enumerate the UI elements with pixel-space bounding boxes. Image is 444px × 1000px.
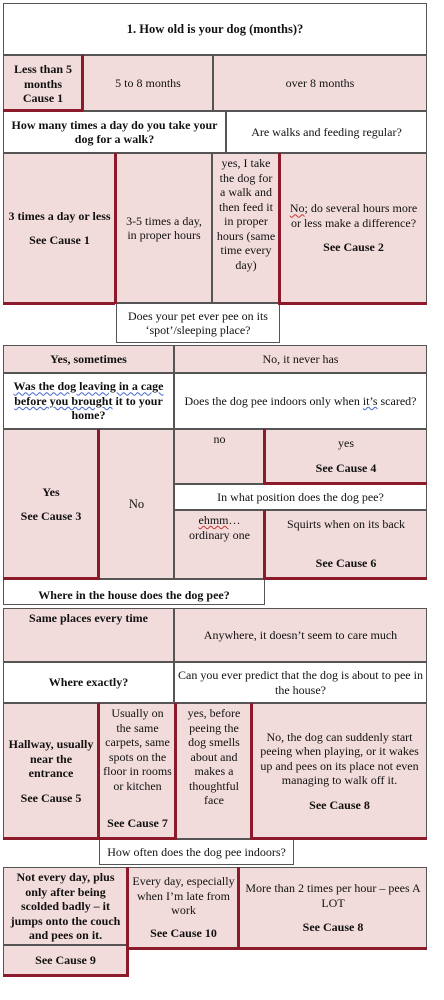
age-under-5-cell — [3, 55, 83, 111]
often-more2-cell — [239, 867, 427, 949]
spot-no-never-cell: No, it never has — [174, 345, 427, 373]
walks-3-or-less-cell — [3, 153, 116, 303]
where-hallway-label: Hallway, usually near the entrance — [8, 737, 94, 780]
often-scolded-cause-cell: See Cause 9 — [3, 945, 128, 975]
cage-question-text — [7, 379, 170, 423]
where-question: Where in the house does the dog pee? — [3, 579, 265, 605]
path-line — [99, 837, 176, 840]
scared-yes-cell — [265, 429, 427, 484]
path-line — [3, 837, 99, 840]
position-back-cell — [265, 510, 427, 579]
cage-yes-cause: See Cause 3 — [20, 509, 82, 523]
path-line — [3, 109, 83, 112]
path-line — [250, 703, 253, 840]
walks-3-or-less-label: 3 times a day or less — [8, 208, 111, 223]
predict-no-sudden-cause: See Cause 8 — [309, 797, 370, 812]
walks-3-to-5-cell: 3-5 times a day, in proper hours — [116, 153, 212, 303]
where-hallway-cause: See Cause 5 — [20, 790, 82, 805]
where-carpets-label: Usually on the same carpets, same spots on the floor in rooms or kitchen — [103, 706, 172, 793]
position-ordinary-word: ehmm — [198, 513, 229, 527]
position-back-cause: See Cause 6 — [315, 555, 377, 570]
where-carpets-cell — [99, 703, 176, 839]
path-line — [278, 302, 427, 305]
cage-question-part1: Was the dog leaving in a cage before you brought — [13, 379, 164, 408]
scared-yes-label: yes — [338, 436, 354, 450]
often-more2-cause: See Cause 8 — [302, 920, 364, 935]
path-line — [250, 837, 427, 840]
often-late-label: Every day, especially when I’m late from work — [132, 874, 235, 917]
where-hallway-cell — [3, 703, 99, 839]
predict-yes-smells-cell: yes, before peeing the dog smells about and makes a thoughtful face — [176, 703, 252, 839]
scared-question-part1: Does the dog pee indoors only when — [184, 393, 363, 408]
scared-yes-cause: See Cause 4 — [315, 460, 377, 475]
walks-regular-yes-cell: yes, I take the dog for a walk and then feed it in proper hours (same time every day) — [212, 153, 280, 303]
path-line — [174, 703, 177, 840]
q1-title: 1. How old is your dog (months)? — [3, 3, 427, 55]
cage-question-part2: it to your home? — [71, 393, 163, 423]
scared-no-cell: no — [174, 429, 265, 484]
often-more2-label: More than 2 times per hour – pees A LOT — [245, 881, 421, 910]
path-line — [97, 429, 100, 580]
age-under-5-cause: Cause 1 — [22, 91, 64, 105]
where-exactly-question: Where exactly? — [3, 662, 174, 703]
age-under-5-label: Less than 5 months — [13, 62, 72, 91]
scared-question-word: it’s — [362, 393, 378, 408]
path-line — [128, 947, 239, 950]
path-line — [114, 153, 117, 304]
path-line — [3, 974, 129, 977]
walks-regular-no-cell — [280, 153, 427, 303]
walks-regular-no-label — [284, 201, 423, 230]
spot-yes-sometimes-cell: Yes, sometimes — [3, 345, 174, 373]
predict-question: Can you ever predict that the dog is about to pee in the house? — [174, 662, 427, 703]
walks-3-or-less-cause: See Cause 1 — [29, 233, 90, 247]
position-back-label: Squirts when on its back — [287, 517, 405, 531]
predict-no-sudden-label: No, the dog can suddenly start peeing when playing, or it wakes up and pees on its place not even managing to walk off it. — [260, 729, 419, 788]
position-question: In what position does the dog pee? — [174, 484, 427, 510]
often-late-cell — [128, 867, 239, 949]
walks-regular-no-word: No — [289, 201, 305, 216]
often-late-cause: See Cause 10 — [150, 925, 217, 940]
age-over-8-cell: over 8 months — [213, 55, 427, 111]
path-line — [263, 429, 266, 485]
where-same-places-cell: Same places every time — [3, 608, 174, 662]
cage-yes-label: Yes — [42, 484, 60, 499]
path-line — [3, 577, 99, 580]
age-5-to-8-cell: 5 to 8 months — [83, 55, 213, 111]
predict-no-sudden-cell — [252, 703, 427, 839]
walks-regular-no-rest: ; do several hours more or less make a difference? — [290, 201, 418, 230]
position-ordinary-cell — [174, 510, 265, 579]
how-often-question: How often does the dog pee indoors? — [99, 839, 294, 865]
walks-per-day-question: How many times a day do you take your dog for a walk? — [3, 111, 226, 153]
path-line — [97, 703, 100, 840]
path-line — [278, 153, 281, 304]
scared-question-part2: scared? — [377, 393, 417, 408]
spot-question: Does your pet ever pee on its ‘spot’/sleeping place? — [116, 303, 280, 343]
path-line — [237, 947, 427, 950]
often-scolded-cell: Not every day, plus only after being scolded badly – it jumps onto the couch and pees on it. — [3, 867, 128, 945]
path-line — [263, 510, 266, 580]
path-line — [81, 55, 84, 111]
path-line — [263, 482, 427, 485]
scared-question-text — [185, 394, 417, 409]
where-carpets-cause: See Cause 7 — [107, 815, 168, 830]
path-line — [3, 302, 115, 305]
where-anywhere-cell: Anywhere, it doesn’t seem to care much — [174, 608, 427, 662]
path-line — [263, 577, 427, 580]
walks-regular-no-cause: See Cause 2 — [323, 240, 384, 255]
scared-question — [174, 373, 427, 429]
position-ordinary-label — [178, 513, 261, 542]
cage-question — [3, 373, 174, 429]
walks-regular-question: Are walks and feeding regular? — [226, 111, 427, 153]
cage-yes-cell — [3, 429, 99, 579]
path-line — [237, 867, 240, 950]
path-line — [126, 867, 129, 977]
position-ordinary-rest: … ordinary one — [189, 513, 250, 542]
cage-no-cell: No — [99, 429, 174, 579]
